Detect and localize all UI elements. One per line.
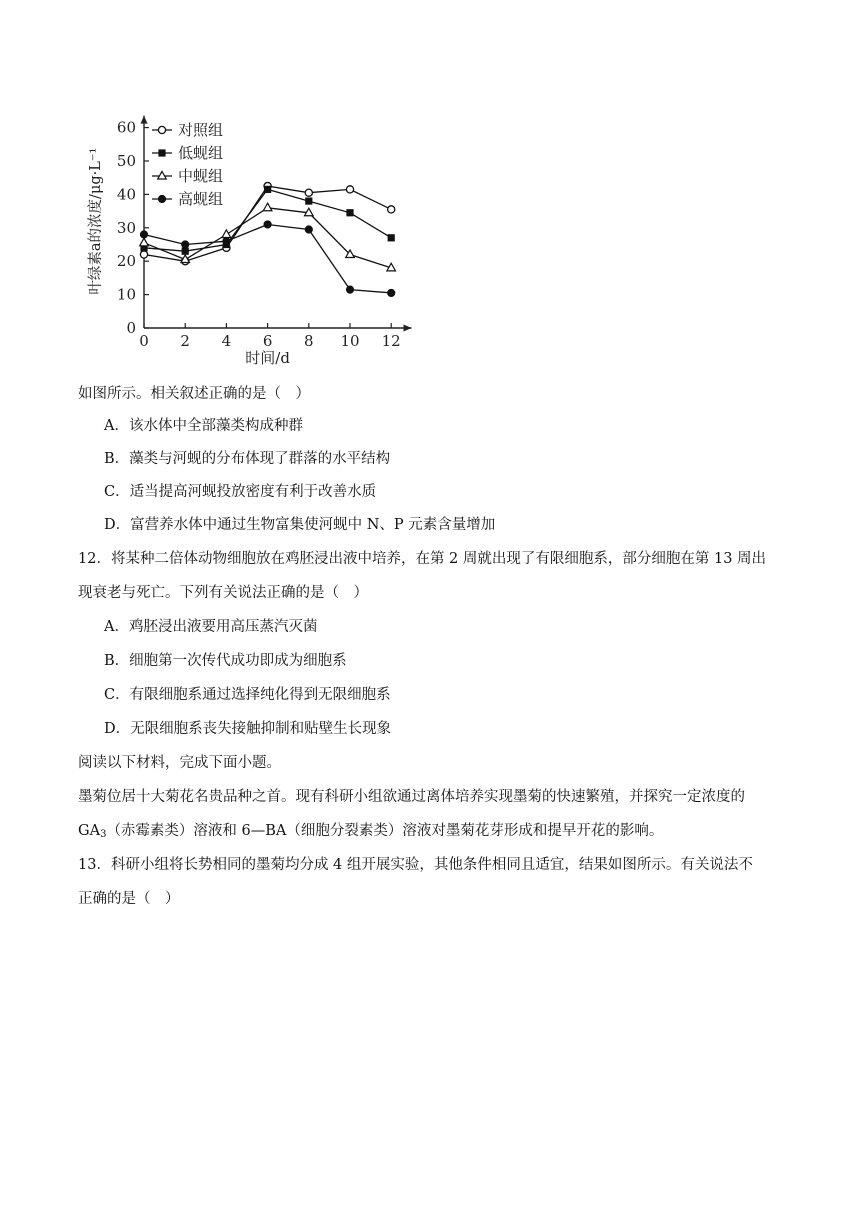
series-3-point bbox=[305, 226, 312, 233]
ga-subscript: 3 bbox=[100, 829, 107, 840]
q12-stem-line2: 现衰老与死亡。下列有关说法正确的是（ ） bbox=[78, 585, 368, 601]
x-tick-label: 0 bbox=[139, 332, 149, 350]
chlorophyll-line-chart bbox=[70, 108, 420, 368]
series-1-point bbox=[388, 234, 395, 241]
y-tick-label: 0 bbox=[126, 319, 136, 337]
material-line2-text: （赤霉素类）溶液和 6—BA（细胞分裂素类）溶液对墨菊花芽形成和提早开花的影响。 bbox=[106, 823, 664, 839]
legend-marker-3 bbox=[158, 195, 165, 202]
x-axis-label: 时间/d bbox=[245, 349, 290, 367]
ga-label: GA bbox=[78, 823, 101, 839]
legend-marker-2 bbox=[158, 171, 167, 179]
series-1-point bbox=[346, 209, 353, 216]
series-1-point bbox=[182, 248, 189, 255]
series-0-point bbox=[140, 251, 147, 258]
x-tick-label: 4 bbox=[221, 332, 232, 350]
x-tick-label: 2 bbox=[180, 332, 190, 350]
y-tick-label: 60 bbox=[116, 118, 136, 137]
q11-option-b: B．藻类与河蚬的分布体现了群落的水平结构 bbox=[104, 451, 391, 467]
y-tick-label: 40 bbox=[116, 185, 136, 204]
x-axis-arrow bbox=[404, 325, 412, 332]
legend-label-1: 低蚬组 bbox=[178, 144, 224, 162]
q12-option-d: D．无限细胞系丧失接触抑制和贴壁生长现象 bbox=[104, 721, 392, 737]
q12-stem-line1: 12．将某种二倍体动物细胞放在鸡胚浸出液中培养，在第 2 周就出现了有限细胞系，部分细胞在第 13 周出 bbox=[78, 551, 767, 567]
legend-marker-1 bbox=[158, 149, 165, 156]
series-3-point bbox=[388, 289, 395, 296]
legend-label-0: 对照组 bbox=[178, 121, 224, 139]
q13-stem-line1: 13．科研小组将长势相同的墨菊均分成 4 组开展实验，其他条件相同且适宜，结果如图所示。有关说法不 bbox=[78, 857, 753, 873]
legend-label-2: 中蚬组 bbox=[178, 167, 224, 185]
material-line1: 墨菊位居十大菊花名贵品种之首。现有科研小组欲通过离体培养实现墨菊的快速繁殖，并探究一定浓度的 bbox=[78, 789, 745, 805]
series-2-point bbox=[263, 203, 272, 211]
y-tick-label: 10 bbox=[116, 285, 136, 304]
x-tick-label: 8 bbox=[304, 332, 314, 350]
series-line-2 bbox=[144, 208, 391, 268]
y-axis-label: 叶绿素a的浓度/μg·L⁻¹ bbox=[88, 147, 104, 295]
q11-option-c: C．适当提高河蚬投放密度有利于改善水质 bbox=[104, 484, 377, 500]
series-2-point bbox=[140, 238, 149, 246]
q11-stem: 如图所示。相关叙述正确的是（ ） bbox=[78, 386, 310, 402]
series-3-point bbox=[140, 231, 147, 238]
q12-option-b: B．细胞第一次传代成功即成为细胞系 bbox=[104, 653, 347, 669]
q12-option-c: C．有限细胞系通过选择纯化得到无限细胞系 bbox=[104, 687, 391, 703]
x-tick-label: 10 bbox=[340, 332, 360, 350]
y-axis-arrow bbox=[141, 116, 148, 124]
q11-option-d: D．富营养水体中通过生物富集使河蚬中 N、P 元素含量增加 bbox=[104, 517, 496, 533]
y-tick-label: 20 bbox=[116, 252, 136, 271]
series-2-point bbox=[222, 230, 231, 238]
material-line2 bbox=[78, 821, 663, 845]
series-1-point bbox=[264, 186, 271, 193]
series-0-point bbox=[388, 206, 395, 213]
series-3-point bbox=[182, 241, 189, 248]
series-line-3 bbox=[144, 225, 391, 293]
series-3-point bbox=[346, 286, 353, 293]
q13-stem-line2: 正确的是（ ） bbox=[78, 891, 180, 907]
y-tick-label: 50 bbox=[116, 152, 136, 170]
y-tick-label: 30 bbox=[116, 218, 136, 237]
q11-option-a: A．该水体中全部藻类构成种群 bbox=[104, 418, 303, 434]
series-3-point bbox=[264, 221, 271, 228]
legend-marker-0 bbox=[158, 126, 165, 133]
reading-intro: 阅读以下材料，完成下面小题。 bbox=[78, 755, 281, 771]
series-0-point bbox=[305, 189, 312, 196]
series-1-point bbox=[305, 197, 312, 204]
series-0-point bbox=[346, 186, 353, 193]
x-tick-label: 12 bbox=[381, 332, 401, 350]
legend-label-3: 高蚬组 bbox=[178, 190, 224, 208]
series-3-point bbox=[223, 238, 230, 245]
q12-option-a: A．鸡胚浸出液要用高压蒸汽灭菌 bbox=[104, 619, 318, 635]
x-tick-label: 6 bbox=[262, 332, 273, 350]
